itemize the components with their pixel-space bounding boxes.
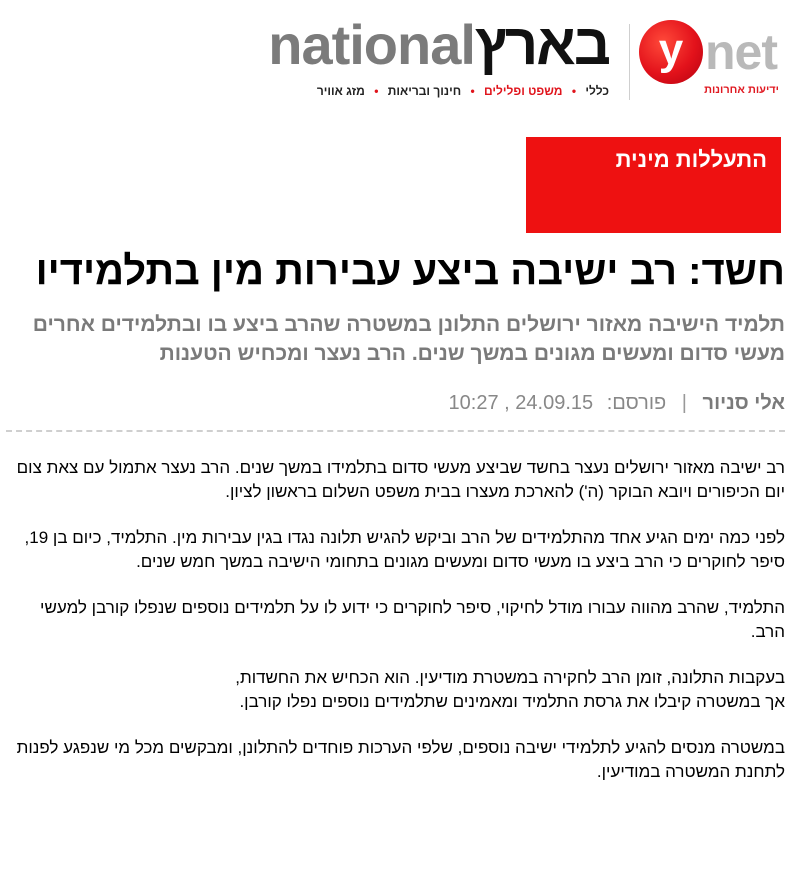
header-divider [629,24,630,100]
nav-item-weather[interactable]: מזג אוויר [316,84,365,98]
nav-separator: • [571,84,577,98]
published-label: פורסם: [606,392,667,414]
article-paragraph: רב ישיבה מאזור ירושלים נעצר בחשד שביצע מעשי סדום בתלמידו במשך שנים. הרב נעצר אתמול עם צאת צום יום הכיפורים ויובא הבוקר (ה') להארכת מעצרו בבית משפט השלום בראשון לציון. [16,458,785,501]
topic-box[interactable] [526,137,781,233]
article-title: חשד: רב ישיבה ביצע עבירות מין בתלמידיו [35,249,785,293]
ynet-logo[interactable] [639,20,781,102]
nav-separator: • [470,84,475,98]
nav-item-education-health[interactable]: חינוך ובריאות [387,84,462,98]
author-name[interactable]: אלי סניור [702,392,785,414]
article-body [6,456,785,806]
ynet-logo-net: net [705,24,777,80]
nav-item-law-and-crime[interactable]: משפט ופלילים [484,84,563,98]
section-logo-national: national [268,13,475,76]
ynet-logo-subtitle: ידיעות אחרונות [704,84,779,96]
article-paragraph: בעקבות התלונה, זומן הרב לחקירה במשטרת מודיעין. הוא הכחיש את החשדות, אך במשטרה קיבלו את גרסת התלמיד ומאמינים שתלמידים נוספים נפלו קורבן. [235,668,785,711]
article-paragraph: התלמיד, שהרב מהווה עבורו מודל לחיקוי, סיפר לחוקרים כי ידוע לו על תלמידים נוספים שנפלו קורבן למעשי הרב. [40,598,785,641]
section-logo-baaretz: בארץ [474,12,609,77]
nav-item-general[interactable]: כללי [585,84,609,98]
published-datetime: 10:27 , 24.09.15 [448,392,594,414]
article-paragraph: לפני כמה ימים הגיע אחד מהתלמידים של הרב וביקש להגיש תלונה נגדו בגין עבירות מין. התלמיד, כיום בן 19, סיפר לחוקרים כי הרב ביצע בו מעשי סדום ומעשים מגונים בתחומי הישיבה במשך חמש שנים. [24,528,785,571]
byline [449,392,785,415]
byline-separator: | [681,392,687,414]
topic-label: התעללות מינית [615,147,767,172]
section-nav [317,84,609,98]
article-subtitle: תלמיד הישיבה מאזור ירושלים התלונן במשטרה שהרב ביצע בו ובתלמידים אחרים מעשי סדום ומעשים מגונים במשך שנים. הרב נעצר ומכחיש הטענות [32,313,785,365]
ynet-logo-circle: y [639,20,703,84]
article-paragraph: במשטרה מנסים להגיע לתלמידי ישיבה נוספים, שלפי הערכות פוחדים להתלונן, ומבקשים מכל מי שנפגע לפנות לתחנת המשטרה במודיעין. [16,738,785,781]
nav-separator: • [374,84,379,98]
section-logo[interactable] [268,12,609,82]
dashed-divider [6,430,785,432]
